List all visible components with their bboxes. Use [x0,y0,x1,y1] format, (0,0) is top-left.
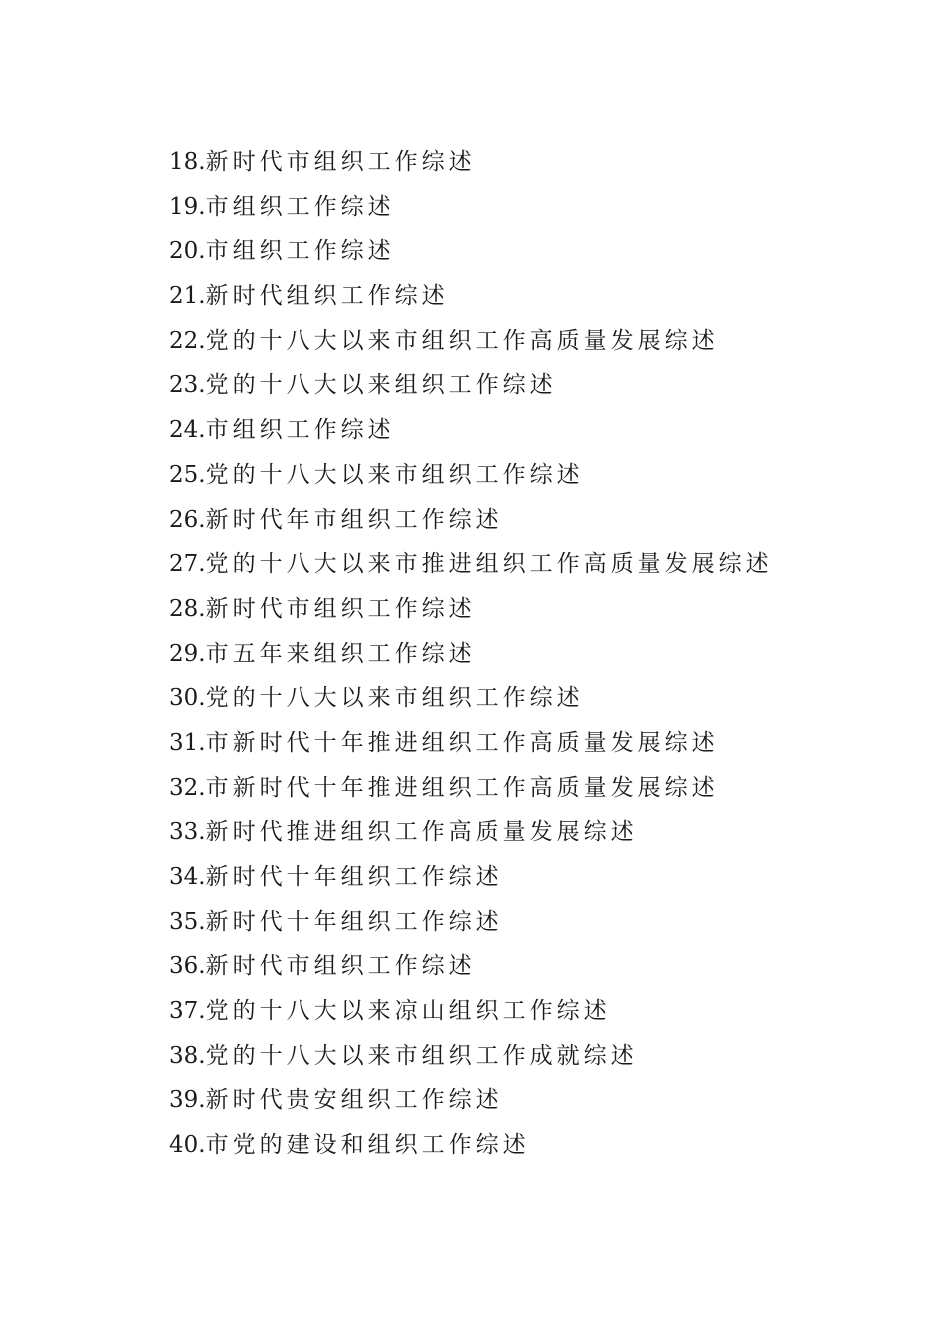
list-item [169,635,773,680]
list-item [169,992,773,1037]
item-title: 市新时代十年推进组织工作高质量发展综述 [205,774,719,801]
list-item [169,858,773,903]
item-title: 市党的建设和组织工作综述 [205,1132,530,1159]
item-number: 29. [169,640,206,667]
item-title: 新时代市组织工作综述 [205,149,476,175]
list-item [169,411,773,456]
item-number: 22. [169,327,206,354]
item-title: 新时代组织工作综述 [205,283,449,310]
item-title: 党的十八大以来市组织工作高质量发展综述 [205,327,719,354]
item-number: 40. [169,1132,206,1159]
item-title: 市新时代十年推进组织工作高质量发展综述 [205,729,719,756]
item-title: 党的十八大以来组织工作综述 [205,372,557,399]
list-item [169,232,773,277]
item-title: 新时代年市组织工作综述 [205,506,503,533]
item-number: 28. [169,595,206,622]
item-number: 30. [169,685,206,712]
list-item [169,947,773,992]
item-number: 25. [169,461,206,488]
item-number: 27. [169,551,206,578]
list-item [169,366,773,411]
list-item [169,456,773,501]
list-item [169,277,773,322]
list-item [169,501,773,546]
list-item [169,143,773,188]
list-item [169,769,773,814]
item-title: 新时代推进组织工作高质量发展综述 [205,819,638,846]
list-item [169,903,773,948]
list-item [169,322,773,367]
item-number: 21. [169,283,206,310]
article-list [169,143,773,1171]
item-number: 35. [169,908,206,935]
list-item [169,188,773,233]
item-number: 33. [169,819,206,846]
item-number: 37. [169,998,206,1025]
item-title: 新时代十年组织工作综述 [205,864,503,890]
item-number: 18. [169,149,206,175]
item-title: 党的十八大以来市组织工作综述 [205,461,584,488]
list-item [169,679,773,724]
item-number: 26. [169,506,206,533]
list-item [169,1037,773,1082]
item-title: 新时代贵安组织工作综述 [205,1087,503,1114]
item-number: 34. [169,864,206,890]
list-item [169,545,773,590]
item-title: 市组织工作综述 [205,417,395,444]
item-title: 新时代市组织工作综述 [205,953,476,980]
item-title: 党的十八大以来市推进组织工作高质量发展综述 [205,551,773,578]
item-number: 32. [169,774,206,801]
list-item [169,724,773,769]
item-title: 市组织工作综述 [205,238,395,265]
item-number: 38. [169,1042,206,1069]
item-number: 20. [169,238,206,265]
item-number: 31. [169,729,206,756]
item-title: 党的十八大以来市组织工作成就综述 [205,1042,638,1069]
item-title: 党的十八大以来凉山组织工作综述 [205,998,611,1025]
item-title: 市五年来组织工作综述 [205,640,476,667]
item-title: 新时代十年组织工作综述 [205,908,503,935]
item-number: 39. [169,1087,206,1114]
list-item [169,1126,773,1171]
item-title: 新时代市组织工作综述 [205,595,476,622]
item-number: 19. [169,193,206,220]
list-item [169,813,773,858]
list-item [169,590,773,635]
item-title: 市组织工作综述 [205,193,395,220]
item-number: 23. [169,372,206,399]
item-number: 24. [169,417,206,444]
item-title: 党的十八大以来市组织工作综述 [205,685,584,712]
item-number: 36. [169,953,206,980]
list-item [169,1081,773,1126]
